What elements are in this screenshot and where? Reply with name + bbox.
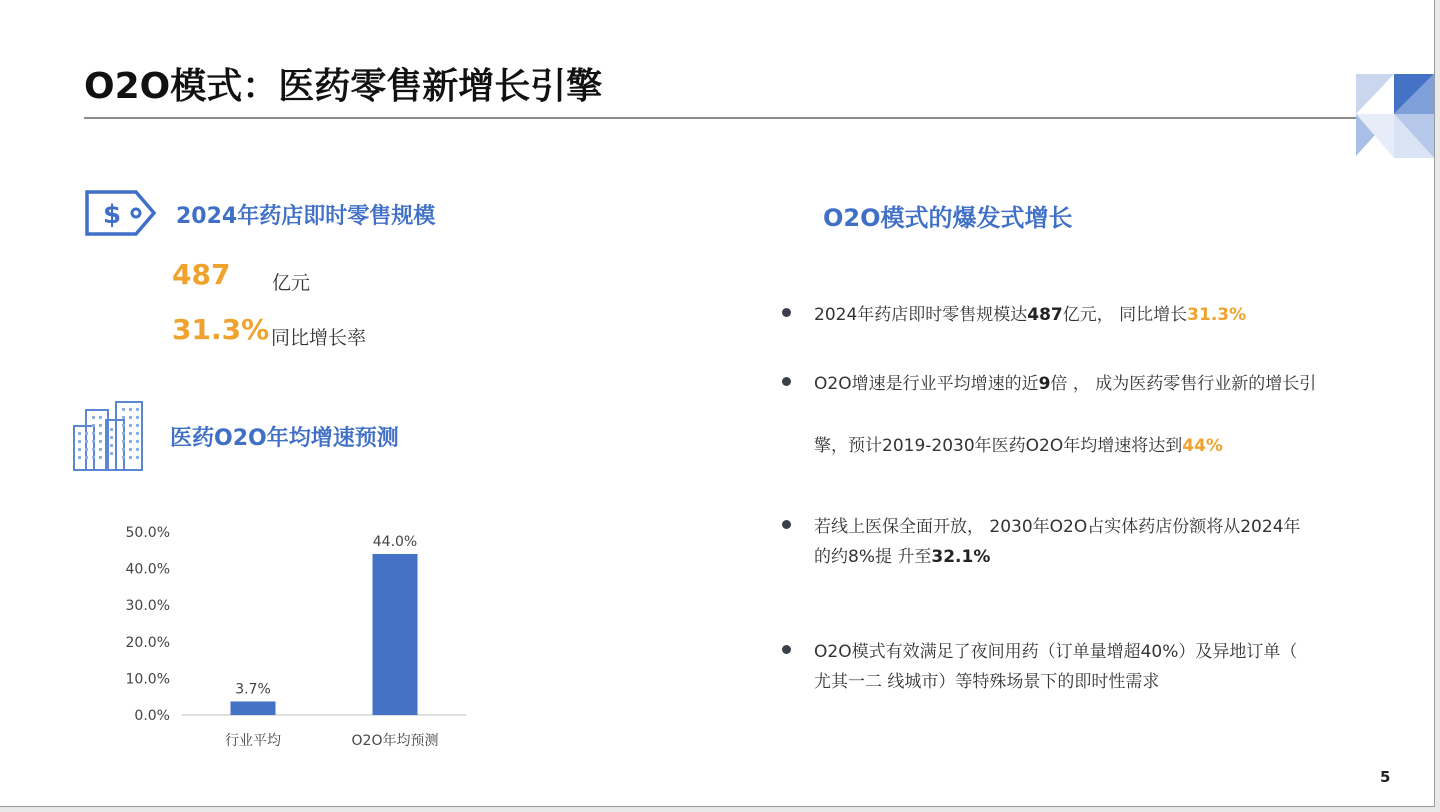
bullet-line — [814, 369, 1316, 394]
stats-heading: 2024年药店即时零售规模 — [176, 204, 436, 229]
bullet-dot-icon — [782, 520, 791, 529]
bullet-text: 亿元， 同比增长 — [1062, 305, 1188, 325]
bullet-text: 若线上医保全面开放， 2030年O2O占实体药店份额将从2024年 — [814, 517, 1301, 537]
bullet-text: 2024年药店即时零售规模达 — [814, 305, 1028, 325]
bullet-text: 倍 ， 成为医药零售行业新的增长引 — [1050, 374, 1317, 394]
bullet-line — [814, 431, 1223, 456]
right-heading: O2O模式的爆发式增长 — [823, 204, 1073, 232]
bar — [231, 701, 276, 715]
growth-forecast-chart — [100, 508, 480, 758]
retail-size-value: 487 — [172, 258, 231, 291]
bullet-text: 9 — [1038, 374, 1051, 394]
bullet-text: 31.3% — [1187, 305, 1247, 325]
page-number: 5 — [1380, 768, 1391, 786]
bullet-dot-icon — [782, 377, 791, 386]
y-tick-label: 0.0% — [134, 708, 170, 724]
bullet-text: O2O增速是行业平均增速的近 — [814, 374, 1039, 394]
y-tick-label: 30.0% — [125, 598, 170, 615]
corner-logo-icon — [1354, 72, 1438, 162]
slide-title: O2O模式：医药零售新增长引擎 — [84, 66, 603, 107]
forecast-heading: 医药O2O年均增速预测 — [170, 426, 399, 451]
y-tick-label: 50.0% — [125, 525, 170, 541]
x-tick-label: O2O年均预测 — [351, 733, 439, 749]
growth-rate-value: 31.3% — [172, 313, 270, 346]
title-divider — [84, 117, 1380, 119]
x-tick-label: 行业平均 — [225, 733, 281, 749]
bullet-text: 487 — [1027, 305, 1063, 325]
buildings-icon — [72, 400, 148, 472]
retail-size-unit: 亿元 — [272, 272, 311, 294]
bullet-line — [814, 300, 1246, 325]
data-label: 44.0% — [372, 533, 418, 550]
bullet-text: O2O模式有效满足了夜间用药（订单量增超40%）及异地订单（ — [814, 642, 1298, 662]
y-tick-label: 10.0% — [125, 671, 170, 688]
bar — [373, 554, 418, 715]
bullet-text: 擎，预计2019-2030年医药O2O年均增速将达到 — [814, 436, 1183, 456]
data-label: 3.7% — [235, 681, 271, 698]
bullet-line — [814, 637, 1297, 662]
bullet-line — [814, 512, 1301, 537]
price-tag-icon — [84, 188, 158, 238]
svg-text:$: $ — [103, 200, 122, 230]
bullet-text: 32.1% — [931, 547, 991, 567]
bullet-dot-icon — [782, 645, 791, 654]
y-tick-label: 20.0% — [125, 634, 170, 651]
bullet-text: 的约8%提 升至 — [814, 547, 932, 567]
bullet-line — [814, 542, 990, 567]
y-tick-label: 40.0% — [125, 561, 170, 578]
bullet-line — [814, 667, 1159, 692]
bullet-text: 尤其一二 线城市）等特殊场景下的即时性需求 — [814, 672, 1160, 692]
growth-rate-label: 同比增长率 — [271, 327, 367, 349]
bullet-text: 44% — [1182, 436, 1223, 456]
bullet-dot-icon — [782, 308, 791, 317]
